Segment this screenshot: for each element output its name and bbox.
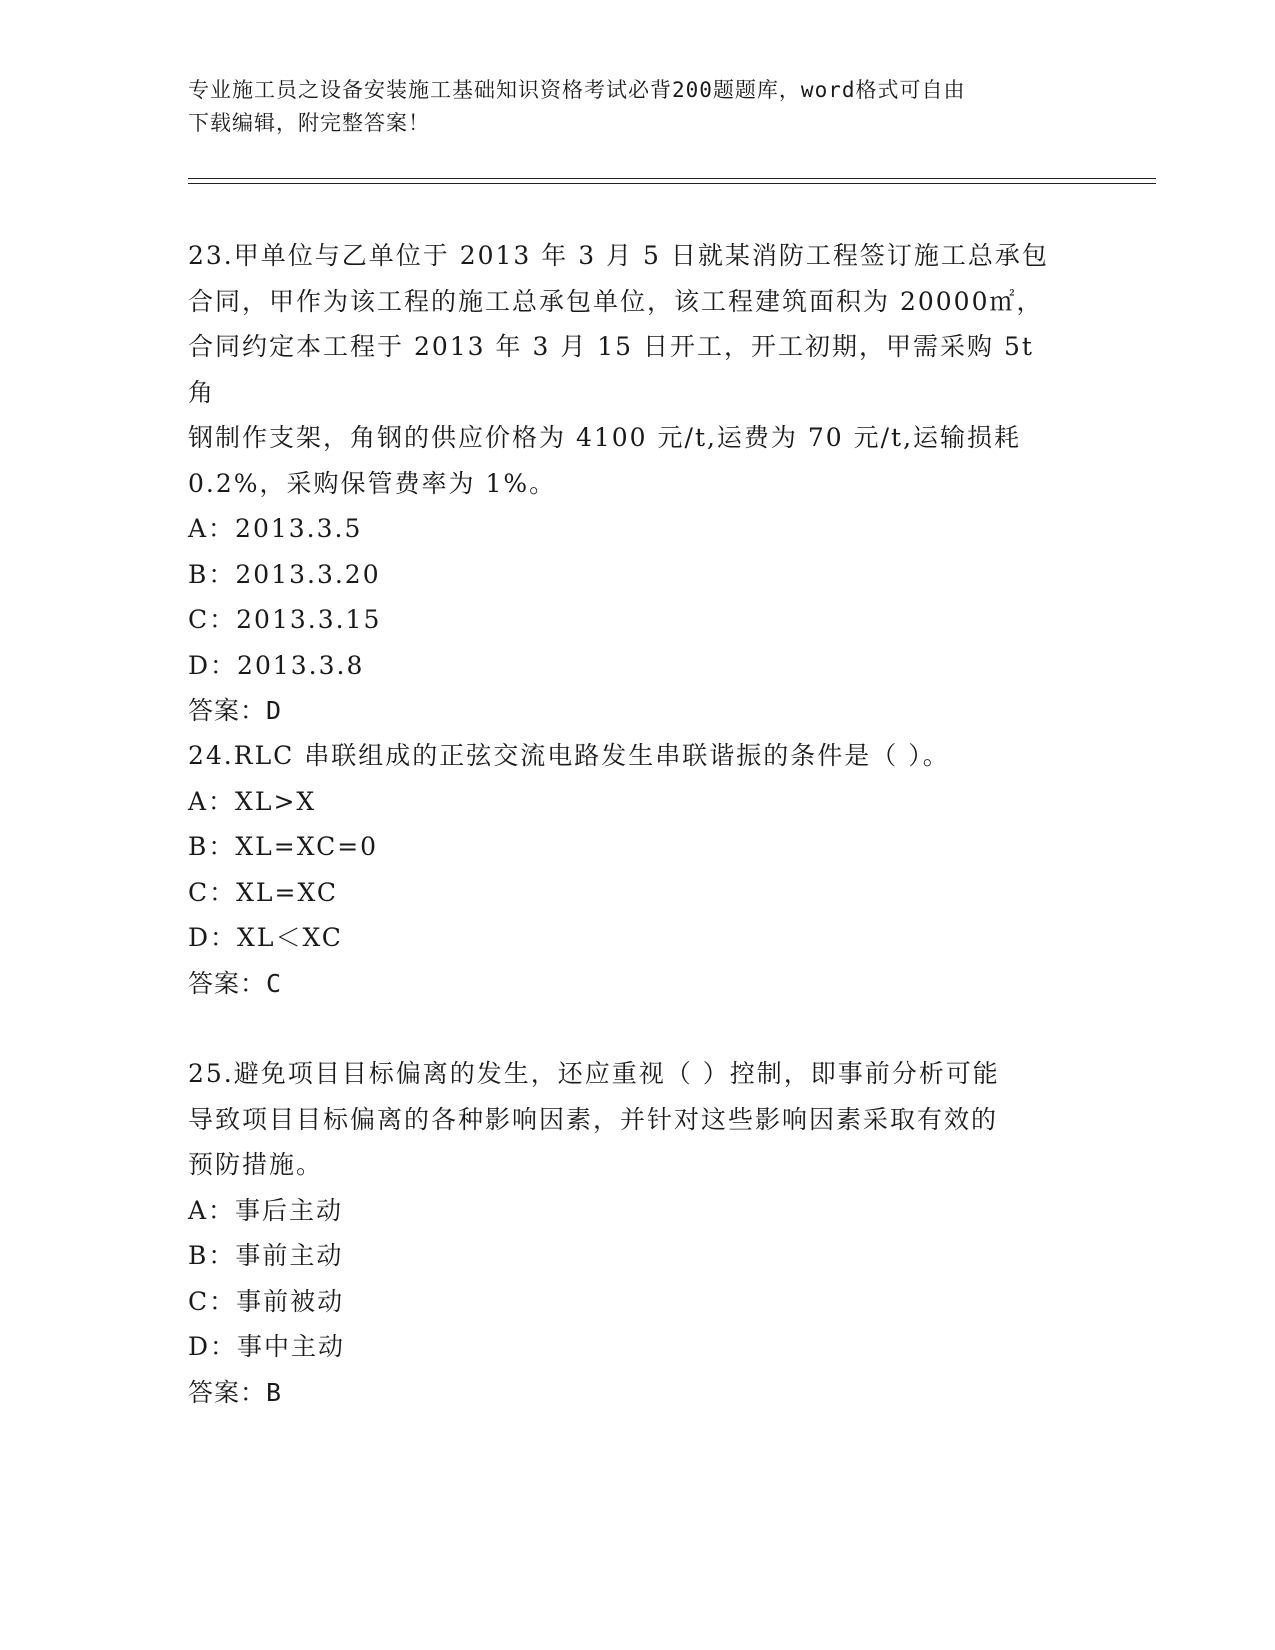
option-a: A：XL>X [188, 786, 317, 816]
option-c: C：2013.3.15 [188, 605, 382, 634]
answer-line: 答案：D [188, 696, 283, 725]
header-divider-bottom [188, 183, 1156, 184]
question-stem [188, 733, 1068, 779]
option-b: B：2013.3.20 [188, 559, 381, 589]
question-24 [188, 733, 1068, 1006]
question-stem [188, 233, 1068, 506]
stem-line: 合同，甲作为该工程的施工总承包单位，该工程建筑面积为 20000㎡， [188, 286, 1044, 316]
stem-line: 合同约定本工程于 2013 年 3 月 15 日开工，开工初期，甲需采购 5t 角 [188, 332, 1034, 407]
option-a: A：事后主动 [188, 1195, 344, 1225]
option-d: D：XL＜XC [188, 923, 343, 952]
answer-line: 答案：B [188, 1377, 283, 1407]
stem-line: 25.避免项目目标偏离的发生，还应重视（ ）控制，即事前分析可能 [188, 1059, 1000, 1088]
option-b: B：XL=XC=0 [188, 832, 379, 861]
option-d: D：2013.3.8 [188, 650, 365, 680]
option-a: A：2013.3.5 [188, 514, 363, 543]
option-c: C：事前被动 [188, 1286, 345, 1316]
header-line-2: 下载编辑，附完整答案！ [188, 111, 430, 135]
option-d: D：事中主动 [188, 1332, 346, 1361]
stem-line: 0.2%，采购保管费率为 1%。 [188, 468, 557, 498]
question-stem [188, 1051, 1068, 1188]
header-line-1: 专业施工员之设备安装施工基础知识资格考试必背200题题库，word格式可自由 [188, 78, 966, 102]
question-23 [188, 233, 1068, 734]
document-header [188, 74, 1068, 140]
option-c: C：XL=XC [188, 877, 338, 907]
question-25 [188, 1051, 1068, 1415]
option-b: B：事前主动 [188, 1241, 344, 1270]
stem-line: 钢制作支架，角钢的供应价格为 4100 元/t,运费为 70 元/t,运输损耗 [188, 423, 1022, 452]
answer-line: 答案：C [188, 968, 283, 998]
stem-line: 预防措施。 [188, 1150, 324, 1179]
stem-line: 23.甲单位与乙单位于 2013 年 3 月 5 日就某消防工程签订施工总承包 [188, 241, 1049, 270]
stem-line: 导致项目目标偏离的各种影响因素，并针对这些影响因素采取有效的 [188, 1104, 999, 1134]
header-divider-top [188, 178, 1156, 179]
stem-line: 24.RLC 串联组成的正弦交流电路发生串联谐振的条件是（ ）。 [188, 741, 950, 770]
